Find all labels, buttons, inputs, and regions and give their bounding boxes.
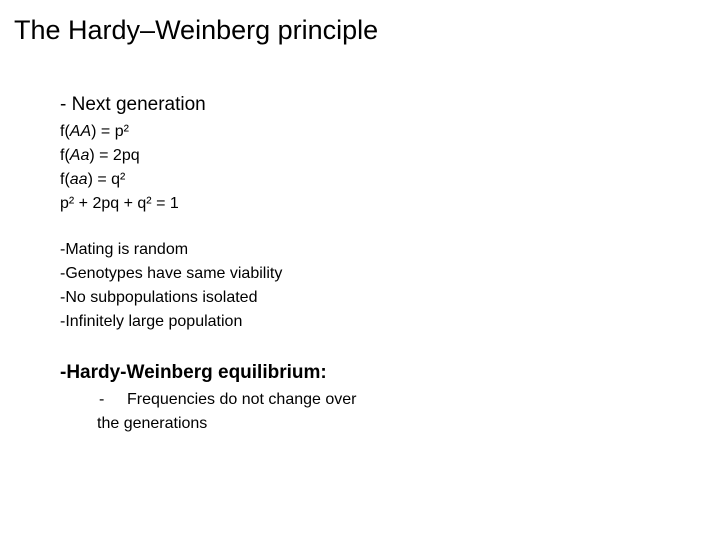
equilibrium-note [97,388,356,436]
assumption-item: -Infinitely large population [60,313,243,330]
assumption-item: -No subpopulations isolated [60,289,258,306]
assumptions-list [60,238,282,334]
formula-suffix: ) = p² [91,123,129,140]
next-generation-heading: - Next generation [60,94,206,115]
formula-homozygous-recessive [60,168,179,192]
assumption-item: -Genotypes have same viability [60,265,283,282]
equilibrium-note-line1 [97,388,356,412]
formula-suffix: ) = 2pq [89,147,140,164]
formula-prefix: f( [60,147,70,164]
formula-prefix: f( [60,123,70,140]
bullet-dash: - [99,391,105,408]
note-text-1: Frequencies do not change over [127,391,357,408]
equilibrium-note-line2: the generations [97,415,208,432]
slide-title: The Hardy–Weinberg principle [14,15,379,45]
assumption-item: -Mating is random [60,241,189,258]
formula-heterozygous [60,144,179,168]
genotype-Aa: Aa [69,147,90,164]
genotype-AA: AA [69,123,92,140]
formula-homozygous-dominant [60,120,179,144]
formula-suffix: ) = q² [87,171,126,188]
equilibrium-heading: -Hardy-Weinberg equilibrium: [60,362,327,383]
formula-sum: p² + 2pq + q² = 1 [60,195,179,212]
genotype-aa: aa [69,171,88,188]
genotype-frequency-formulas [60,120,179,216]
formula-prefix: f( [60,171,70,188]
